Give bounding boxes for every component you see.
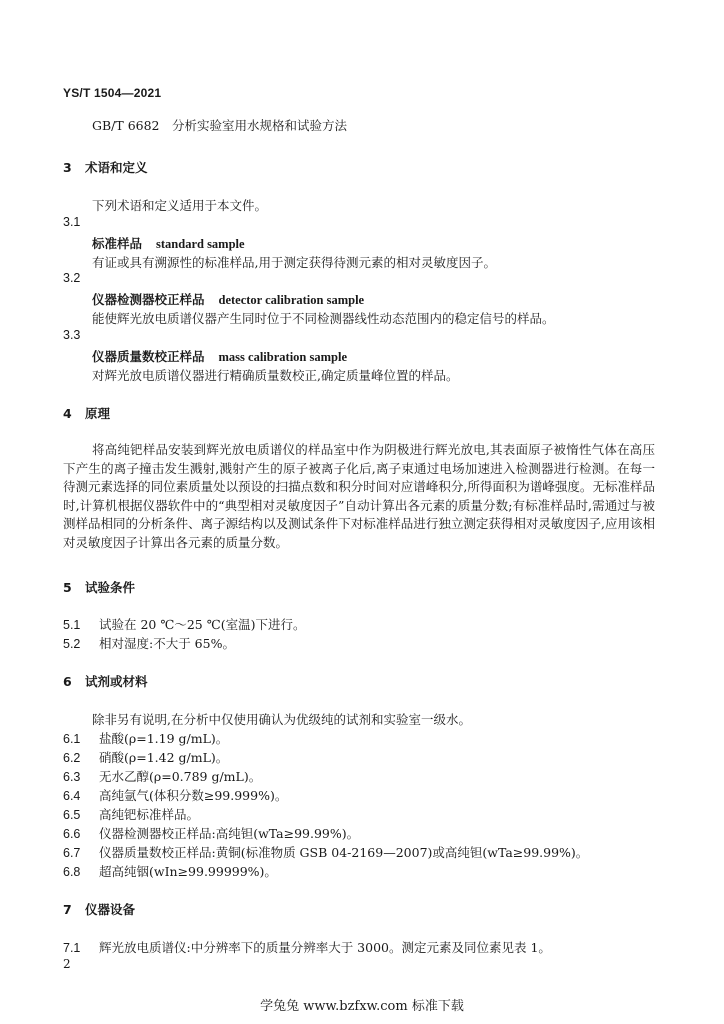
term-number: 3.3 xyxy=(63,328,81,342)
section-title: 原理 xyxy=(85,406,111,421)
section-6-heading xyxy=(63,672,148,690)
list-item: 6.1 盐酸(ρ=1.19 g/mL)。 xyxy=(63,731,229,746)
term-en: mass calibration sample xyxy=(218,350,347,364)
principle-paragraph: 将高纯钯样品安装到辉光放电质谱仪的样品室中作为阴极进行辉光放电,其表面原子被惰性气体在高压下产生的离子撞击发生溅射,溅射产生的原子被离子化后,离子束通过电场加速进入检测器进行检测。在每一待测元素选择的同位素质量处以预设的扫描点数和积分时间对应谱峰积分,所得面积为谱峰强度。无标准样品时,计算机根据仪器软件中的“典型相对灵敏度因子”自动计算出各元素的质量分数;有标准样品时,需通过与被测样品相同的分析条件、离子源结构以及测试条件下对标准样品进行独立测定获得相对灵敏度因子,应用该相对灵敏度因子计算出各元素的质量分数。 xyxy=(63,442,655,550)
term-definition: 能使辉光放电质谱仪器产生同时位于不同检测器线性动态范围内的稳定信号的样品。 xyxy=(92,311,555,326)
section-number: 7 xyxy=(63,902,72,917)
term-en: detector calibration sample xyxy=(218,293,365,307)
section-title: 试剂或材料 xyxy=(85,674,148,689)
term-cn: 标准样品 xyxy=(92,236,143,251)
list-item: 5.1 试验在 20 ℃～25 ℃(室温)下进行。 xyxy=(63,617,306,632)
section-3-intro: 下列术语和定义适用于本文件。 xyxy=(92,198,268,213)
page-number: 2 xyxy=(63,957,71,971)
list-item: 6.2 硝酸(ρ=1.42 g/mL)。 xyxy=(63,750,229,765)
section-4-heading xyxy=(63,404,110,422)
list-item: 6.6 仪器检测器校正样品:高纯钽(wTa≥99.99%)。 xyxy=(63,826,360,841)
section-7-heading xyxy=(63,900,135,918)
section-3-heading xyxy=(63,158,148,176)
term-heading xyxy=(92,234,245,252)
section-number: 5 xyxy=(63,580,72,595)
list-item: 6.8 超高纯铟(wIn≥99.99999%)。 xyxy=(63,864,277,879)
list-item: 6.4 高纯氩气(体积分数≥99.999%)。 xyxy=(63,788,288,803)
list-item: 7.1 辉光放电质谱仪:中分辨率下的质量分辨率大于 3000。测定元素及同位素见表 1。 xyxy=(63,940,551,955)
list-item: 5.2 相对湿度:不大于 65%。 xyxy=(63,636,235,651)
term-cn: 仪器检测器校正样品 xyxy=(92,292,205,307)
section-title: 试验条件 xyxy=(85,580,136,595)
list-item: 6.5 高纯钯标准样品。 xyxy=(63,807,200,822)
section-title: 术语和定义 xyxy=(85,160,148,175)
section-number: 4 xyxy=(63,406,72,421)
term-number: 3.2 xyxy=(63,271,81,285)
term-definition: 有证或具有溯源性的标准样品,用于测定获得待测元素的相对灵敏度因子。 xyxy=(92,255,496,270)
section-number: 6 xyxy=(63,674,72,689)
section-number: 3 xyxy=(63,160,72,175)
term-heading xyxy=(92,347,347,365)
term-definition: 对辉光放电质谱仪器进行精确质量数校正,确定质量峰位置的样品。 xyxy=(92,368,459,383)
list-item: 6.3 无水乙醇(ρ=0.789 g/mL)。 xyxy=(63,769,262,784)
section-title: 仪器设备 xyxy=(85,902,136,917)
section-6-intro: 除非另有说明,在分析中仅使用确认为优级纯的试剂和实验室一级水。 xyxy=(92,712,471,727)
term-number: 3.1 xyxy=(63,215,81,229)
footer-watermark: 学兔兔 www.bzfxw.com 标准下载 xyxy=(260,999,464,1014)
list-item: 6.7 仪器质量数校正样品:黄铜(标准物质 GSB 04-2169—2007)或高纯钽(wTa≥99.99%)。 xyxy=(63,845,589,860)
normative-reference: GB/T 6682 分析实验室用水规格和试验方法 xyxy=(92,118,348,133)
section-5-heading xyxy=(63,578,135,596)
term-cn: 仪器质量数校正样品 xyxy=(92,349,205,364)
term-heading xyxy=(92,290,364,308)
standard-code: YS/T 1504—2021 xyxy=(63,86,162,100)
term-en: standard sample xyxy=(156,237,245,251)
